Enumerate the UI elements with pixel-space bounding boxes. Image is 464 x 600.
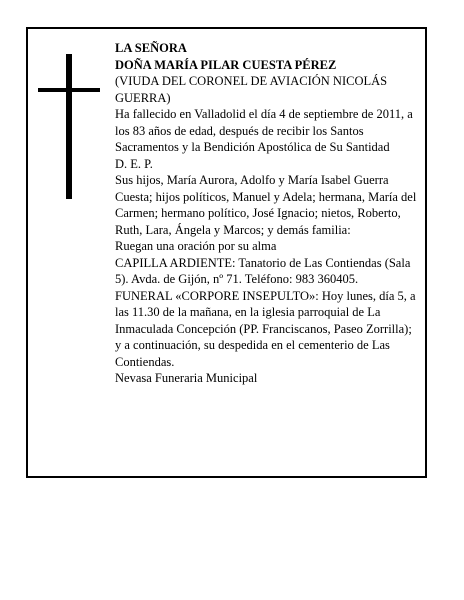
notice-title: LA SEÑORA — [115, 41, 187, 55]
deceased-subtitle: (VIUDA DEL CORONEL DE AVIACIÓN NICOLÁS GUERRA) — [115, 74, 388, 105]
notice-text — [115, 40, 420, 387]
chapel-info: CAPILLA ARDIENTE: Tanatorio de Las Contiendas (Sala 5). Avda. de Gijón, nº 71. Teléfono: 983 360405. — [115, 255, 411, 286]
funeral-home: Nevasa Funeraria Municipal — [115, 371, 258, 385]
cross-vertical-bar — [66, 54, 72, 199]
cross-horizontal-bar — [38, 88, 100, 92]
cross-icon — [38, 54, 100, 199]
family-list: Sus hijos, María Aurora, Adolfo y María Isabel Guerra Cuesta; hijos políticos, Manuel y Adela; hermana, María del Carmen; hermano político, José Ignacio; nietos, Roberto, Ruth, Lara, Ángela y Marcos; y demás familia: — [115, 173, 417, 237]
prayer-request: Ruegan una oración por su alma — [115, 239, 277, 253]
rip-text: D. E. P. — [115, 156, 153, 171]
deceased-name: DOÑA MARÍA PILAR CUESTA PÉREZ — [115, 57, 337, 72]
death-info: Ha fallecido en Valladolid el día 4 de septiembre de 2011, a los 83 años de edad, después de recibir los Santos Sacramentos y la Bendición Apostólica de Su Santidad — [115, 107, 413, 154]
obituary-notice — [26, 27, 427, 478]
funeral-info: FUNERAL «CORPORE INSEPULTO»: Hoy lunes, día 5, a las 11.30 de la mañana, en la iglesia parroquial de La Inmaculada Concepción (PP. Franciscanos, Paseo Zorrilla); y a continuación, su despedida en el cementerio de Las Contiendas. — [115, 288, 416, 369]
